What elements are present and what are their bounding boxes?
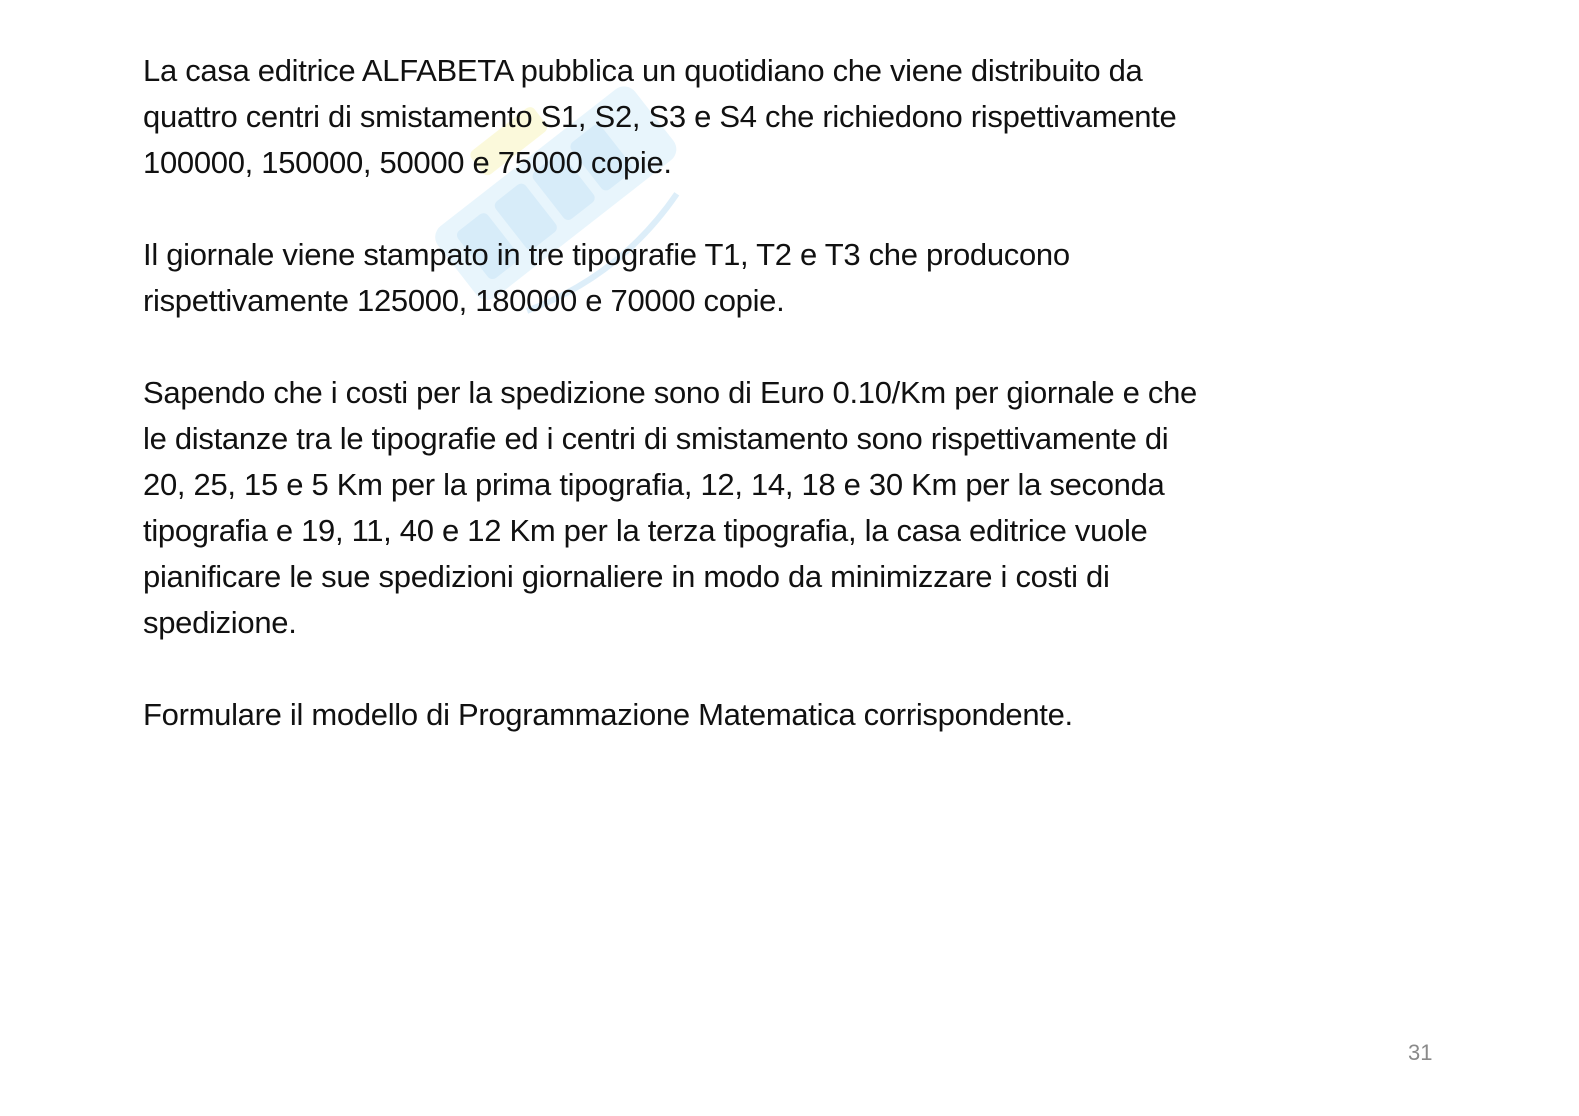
paragraph-task: Formulare il modello di Programmazione Matematica corrispondente.	[143, 697, 1073, 732]
paragraph-problem-intro: La casa editrice ALFABETA pubblica un quotidiano che viene distribuito da quattro centri di smistamento S1, S2, S3 e S4 che richiedono rispettivamente 100000, 150000, 50000 e 75000 copie.	[143, 53, 1177, 180]
paragraph-printing-plants: Il giornale viene stampato in tre tipografie T1, T2 e T3 che producono rispettivamente 125000, 180000 e 70000 copie.	[143, 237, 1070, 318]
page-number: 31	[1408, 1040, 1433, 1065]
paragraph-shipping-costs: Sapendo che i costi per la spedizione sono di Euro 0.10/Km per giornale e che le distanze tra le tipografie ed i centri di smistamento sono rispettivamente di 20, 25, 15 e 5 Km per la prima tipografia, 12, 14, 18 e 30 Km per la seconda tipografia e 19, 11, 40 e 12 Km per la terza tipografia, la casa editrice vuole pianificare le sue spedizioni giornaliere in modo da minimizzare i costi di spedizione.	[143, 375, 1197, 640]
exercise-text	[143, 48, 1403, 784]
